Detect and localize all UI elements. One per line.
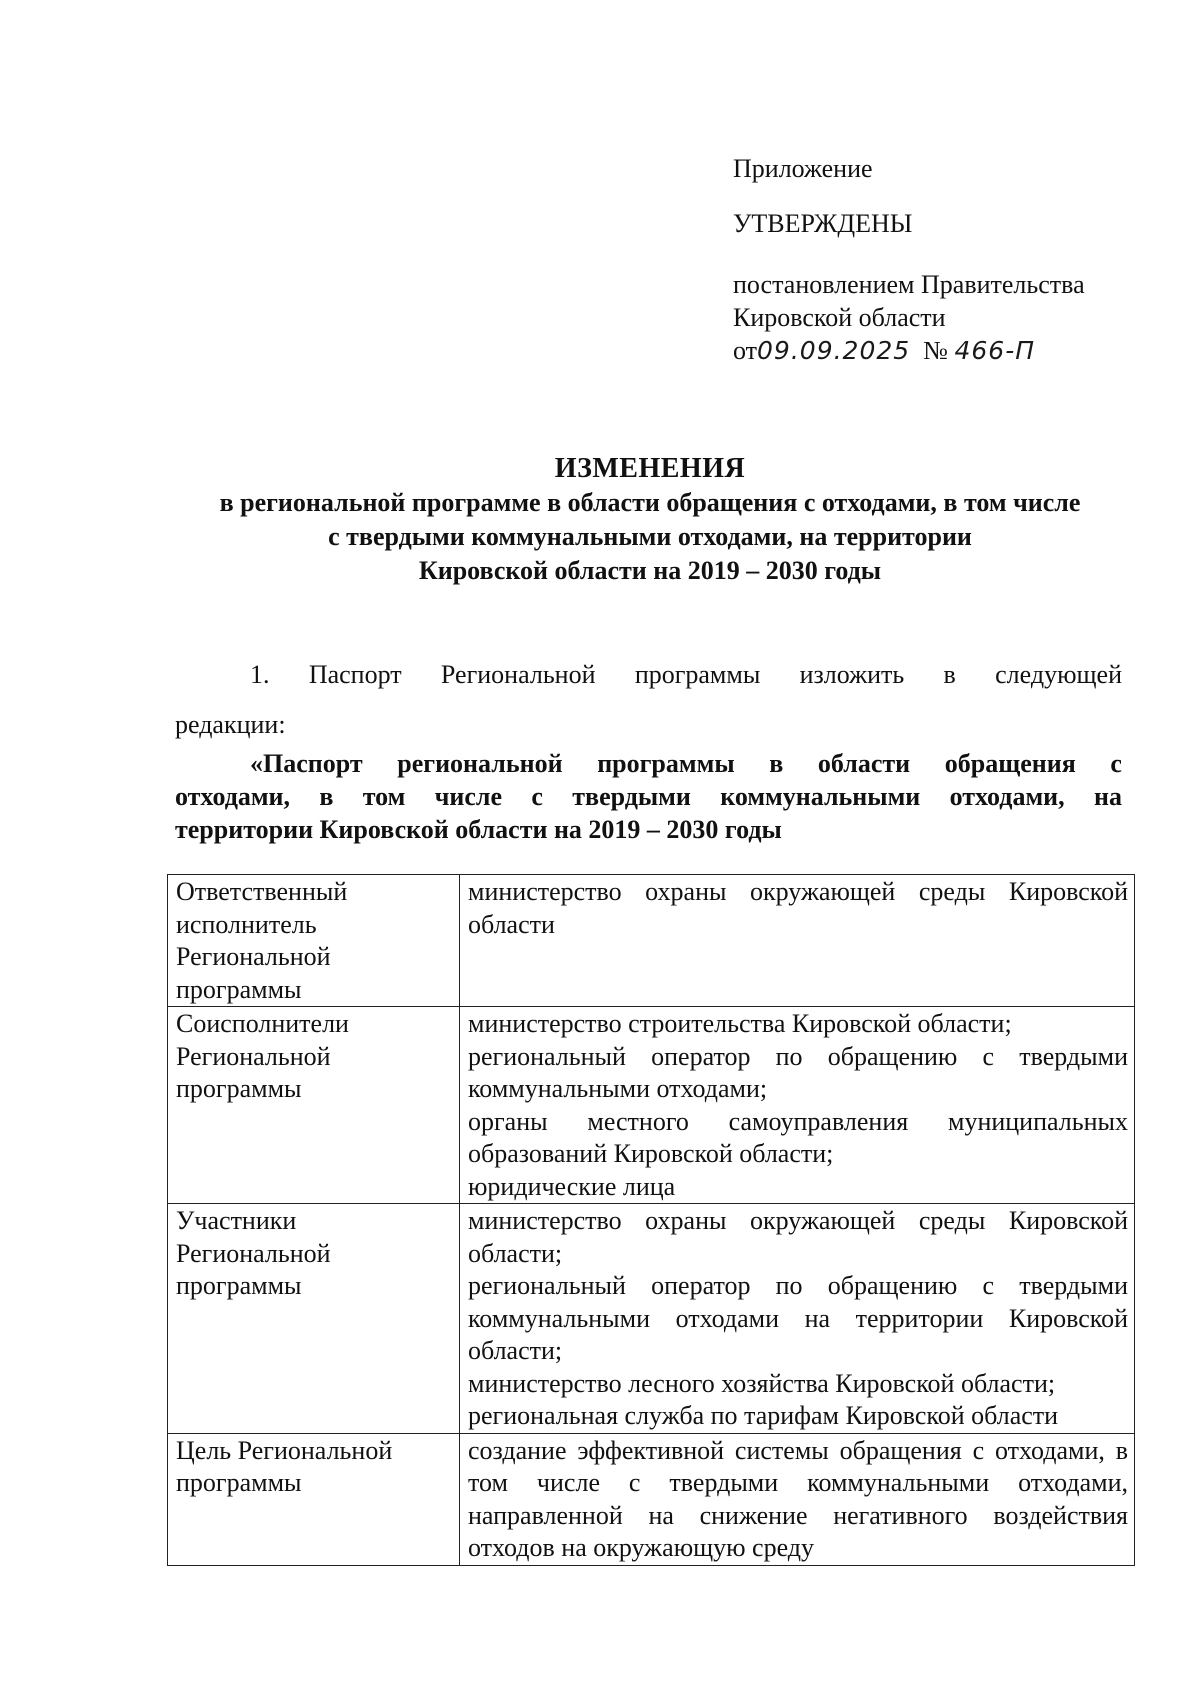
heading-word: с [531, 782, 543, 811]
value-item: министерство лесного хозяйства Кировской области; [468, 1368, 1056, 1398]
heading-word: твердыми [572, 782, 691, 811]
paragraph-1-word: следующей [995, 660, 1122, 689]
decree-line-1: постановлением Правительства [733, 270, 1085, 299]
row-label: Ответственный исполнитель Региональной программы [168, 875, 460, 1007]
value-item: региональный оператор по обращению с твердыми коммунальными отходами; [468, 1041, 1128, 1103]
paragraph-1 [175, 650, 1122, 750]
heading-word: «Паспорт [250, 749, 363, 778]
document-title [160, 452, 1140, 588]
row-label: Соисполнители Региональной программы [168, 1007, 460, 1204]
title-line-1: в региональной программе в области обращения с отходами, в том числе [219, 488, 1081, 517]
value-item: региональный оператор по обращению с твердыми коммунальными отходами на территории Кировской области; [468, 1271, 1128, 1365]
appendix-label: Приложение [733, 154, 873, 183]
passport-heading-line-3: территории Кировской области на 2019 – 2030 годы [175, 815, 782, 844]
row-label: Участники Региональной программы [168, 1204, 460, 1434]
heading-word: том [362, 782, 406, 811]
paragraph-1-word: Региональной [440, 660, 596, 689]
heading-word: области [817, 749, 911, 778]
appendix-stamp [733, 152, 1153, 367]
passport-heading [175, 747, 1122, 846]
heading-word: отходами, [175, 782, 291, 811]
value-item: министерство охраны окружающей среды Кировской области; [468, 1206, 1128, 1268]
value-item: юридические лица [468, 1171, 676, 1201]
heading-word: числе [434, 782, 503, 811]
paragraph-1-word: Паспорт [308, 660, 402, 689]
passport-heading-line-2 [175, 780, 1122, 813]
paragraph-1-line-2: редакции: [175, 710, 286, 739]
heading-word: в [769, 749, 784, 778]
title-line-3: Кировской области на 2019 – 2030 годы [418, 556, 882, 585]
decree-date-number [733, 334, 1153, 367]
value-item: создание эффективной системы обращения с отходами, в том числе с твердыми коммунальными отходами, направленной на снижение негативного воздействия отходов на окружающую среду [468, 1435, 1128, 1562]
heading-word: обращения [944, 749, 1076, 778]
row-value [460, 875, 1135, 1007]
table-row [168, 1433, 1135, 1565]
approved-label: УТВЕРЖДЕНЫ [733, 209, 913, 238]
passport-table [167, 874, 1135, 1566]
heading-word: коммунальными [720, 782, 921, 811]
title-line-2: с твердыми коммунальными отходами, на территории [328, 522, 972, 551]
decree-line-2: Кировской области [733, 303, 946, 332]
handwritten-date: 09.09.2025 [757, 336, 911, 365]
paragraph-1-word: программы [634, 660, 761, 689]
row-value [460, 1007, 1135, 1204]
value-item: органы местного самоуправления муниципальных образований Кировской области; [468, 1106, 1128, 1168]
number-prefix: № [923, 336, 948, 365]
heading-word: с [1110, 749, 1122, 778]
heading-word: программы [597, 749, 735, 778]
table-row [168, 1007, 1135, 1204]
row-value [460, 1433, 1135, 1565]
table-row [168, 1204, 1135, 1434]
date-prefix: от [733, 336, 758, 365]
heading-word: региональной [397, 749, 563, 778]
passport-heading-line-1 [175, 747, 1122, 780]
table-row [168, 875, 1135, 1007]
row-label: Цель Региональной программы [168, 1433, 460, 1565]
heading-word: в [319, 782, 334, 811]
paragraph-1-word: изложить [799, 660, 905, 689]
heading-word: на [1093, 782, 1122, 811]
heading-word: отходами, [949, 782, 1065, 811]
paragraph-1-number: 1. [250, 660, 270, 689]
handwritten-number: 466-П [954, 336, 1036, 365]
paragraph-1-line-1 [175, 650, 1122, 700]
title-main: ИЗМЕНЕНИЯ [554, 453, 746, 484]
value-item: министерство охраны окружающей среды Кировской области [468, 877, 1128, 939]
value-item: министерство строительства Кировской области; [468, 1009, 1012, 1038]
row-value [460, 1204, 1135, 1434]
paragraph-1-word: в [943, 660, 956, 689]
value-item: региональная служба по тарифам Кировской области [468, 1401, 1059, 1430]
